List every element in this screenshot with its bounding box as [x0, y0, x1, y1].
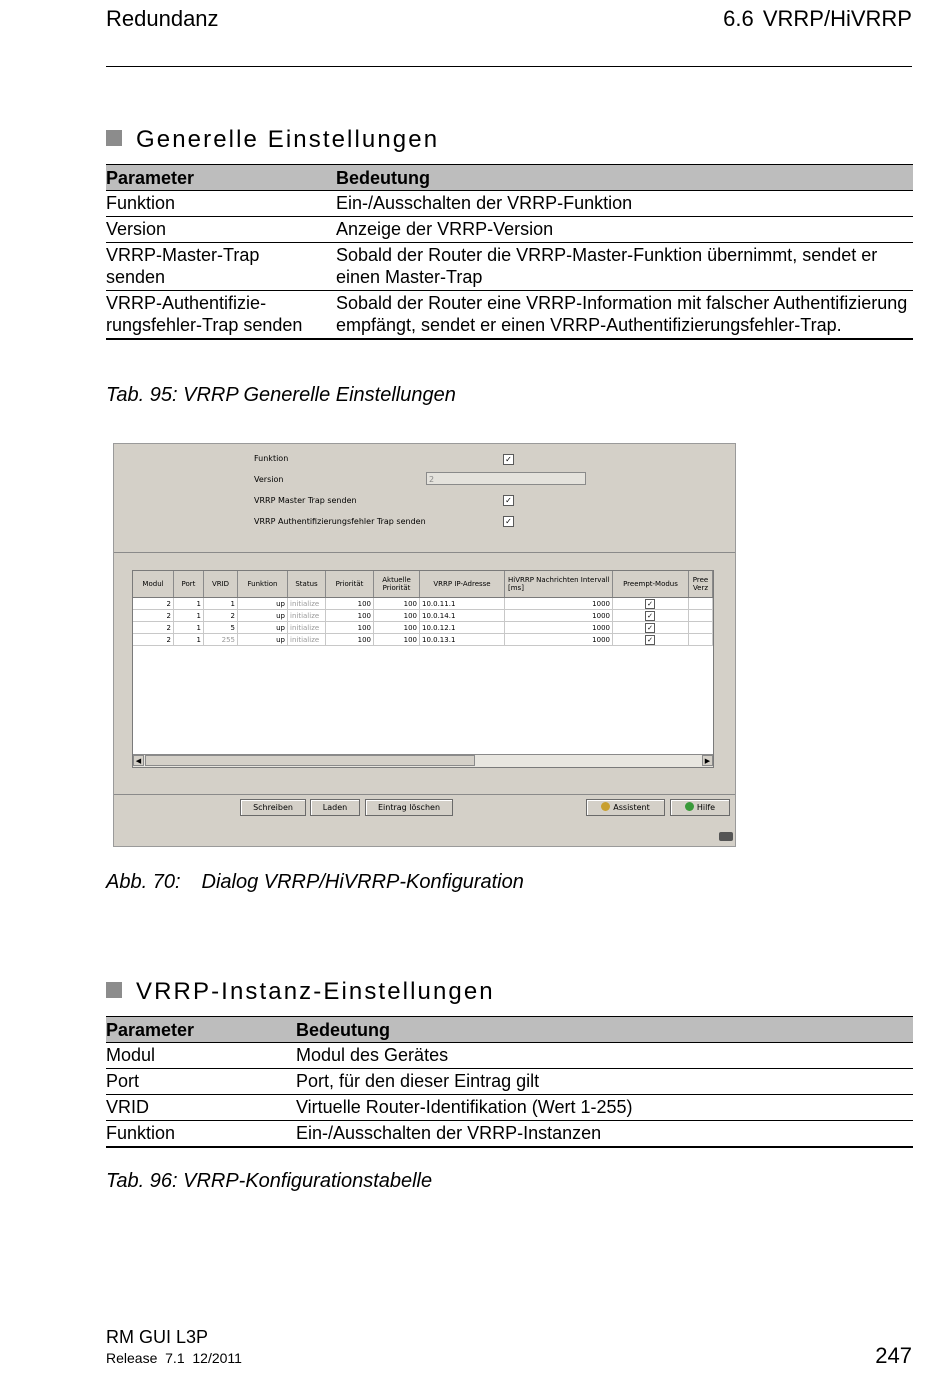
preempt-checkbox[interactable]: ✓	[645, 611, 655, 621]
scroll-right-icon[interactable]: ▶	[702, 755, 713, 766]
cell-status: initialize	[288, 622, 326, 634]
section-heading-general	[106, 126, 439, 154]
figure-caption-text: Dialog VRRP/HiVRRP-Konfiguration	[201, 871, 524, 893]
cell-current-priority: 100	[374, 610, 420, 622]
preempt-checkbox[interactable]: ✓	[645, 599, 655, 609]
meaning-cell: Port, für den dieser Eintrag gilt	[296, 1069, 913, 1095]
master-trap-checkbox[interactable]: ✓	[503, 495, 514, 506]
preempt-checkbox[interactable]: ✓	[645, 623, 655, 633]
cell-vrrp-ip[interactable]: 10.0.14.1	[420, 610, 505, 622]
param-cell: Funktion	[106, 1121, 296, 1148]
table-row	[106, 191, 913, 217]
header-port[interactable]: Port	[174, 571, 204, 597]
column-header-meaning: Bedeutung	[336, 165, 913, 191]
scroll-left-icon[interactable]: ◀	[133, 755, 144, 766]
header-current-priority[interactable]: Aktuelle Priorität	[374, 571, 420, 597]
param-cell: VRRP-Authentifizie-rungsfehler-Trap senden	[106, 291, 336, 340]
label-version: Version	[254, 475, 284, 484]
cell-vrrp-ip[interactable]: 10.0.13.1	[420, 634, 505, 646]
cell-preempt-delay	[689, 598, 713, 610]
square-bullet-icon	[106, 130, 122, 146]
column-header-meaning: Bedeutung	[296, 1017, 913, 1043]
cell-status: initialize	[288, 610, 326, 622]
cell-priority[interactable]: 100	[326, 634, 374, 646]
header-priority[interactable]: Priorität	[326, 571, 374, 597]
header-vrrp-ip[interactable]: VRRP IP-Adresse	[420, 571, 505, 597]
header-funktion[interactable]: Funktion	[238, 571, 288, 597]
cell-modul: 2	[133, 622, 174, 634]
footer-product: RM GUI L3P	[106, 1327, 209, 1347]
table-header-row	[106, 165, 913, 191]
general-settings-table	[106, 164, 913, 340]
cell-funktion[interactable]: up	[238, 610, 288, 622]
footer-release: Release 7.1 12/2011	[106, 1350, 242, 1366]
param-cell: Modul	[106, 1043, 296, 1069]
column-header-parameter: Parameter	[106, 1017, 296, 1043]
general-settings-panel	[114, 444, 735, 553]
cell-hivrrp-interval[interactable]: 1000	[505, 622, 613, 634]
cell-current-priority: 100	[374, 598, 420, 610]
meaning-cell: Virtuelle Router-Identifikation (Wert 1-255)	[296, 1095, 913, 1121]
cell-funktion[interactable]: up	[238, 598, 288, 610]
column-header-parameter: Parameter	[106, 165, 336, 191]
auth-trap-checkbox[interactable]: ✓	[503, 516, 514, 527]
cell-vrid: 1	[204, 598, 238, 610]
table-row[interactable]	[133, 610, 713, 622]
function-checkbox[interactable]: ✓	[503, 454, 514, 465]
param-cell: Version	[106, 217, 336, 243]
cell-preempt-mode[interactable]	[613, 634, 689, 646]
meaning-cell: Modul des Gerätes	[296, 1043, 913, 1069]
cell-priority[interactable]: 100	[326, 598, 374, 610]
table-row	[106, 1095, 913, 1121]
table-header-row	[106, 1017, 913, 1043]
meaning-cell: Sobald der Router eine VRRP-Information mit falscher Authentifizierung empfängt, sendet er einen VRRP-Authentifizierungsfehler-Trap.	[336, 291, 913, 340]
table-row[interactable]	[133, 598, 713, 610]
cell-preempt-delay	[689, 622, 713, 634]
instance-table-panel	[114, 553, 735, 793]
cell-hivrrp-interval[interactable]: 1000	[505, 634, 613, 646]
vrrp-instance-table	[132, 570, 714, 768]
running-header-chapter: Redundanz	[106, 6, 219, 31]
cell-vrrp-ip[interactable]: 10.0.11.1	[420, 598, 505, 610]
figure-caption-70	[106, 871, 524, 894]
table-caption-95: Tab. 95: VRRP Generelle Einstellungen	[106, 384, 456, 406]
cell-preempt-mode[interactable]	[613, 610, 689, 622]
preempt-checkbox[interactable]: ✓	[645, 635, 655, 645]
table-row	[106, 291, 913, 340]
cell-current-priority: 100	[374, 634, 420, 646]
cell-vrid: 255	[204, 634, 238, 646]
dialog-button-bar	[114, 794, 735, 847]
connection-status-icon	[719, 832, 733, 841]
cell-vrid: 2	[204, 610, 238, 622]
cell-priority[interactable]: 100	[326, 610, 374, 622]
cell-modul: 2	[133, 598, 174, 610]
instance-settings-table	[106, 1016, 913, 1148]
section-title: VRRP-Instanz-Einstellungen	[136, 978, 495, 1005]
cell-hivrrp-interval[interactable]: 1000	[505, 598, 613, 610]
help-icon	[685, 802, 694, 811]
header-vrid[interactable]: VRID	[204, 571, 238, 597]
wizard-label: Assistent	[613, 803, 650, 812]
cell-port: 1	[174, 598, 204, 610]
param-cell: Port	[106, 1069, 296, 1095]
scroll-thumb[interactable]	[145, 755, 475, 766]
table-row	[106, 1069, 913, 1095]
instance-table-header	[133, 571, 713, 598]
param-cell: VRID	[106, 1095, 296, 1121]
load-button[interactable]: Laden	[310, 799, 360, 816]
cell-port: 1	[174, 622, 204, 634]
cell-modul: 2	[133, 610, 174, 622]
page-number: 247	[875, 1343, 912, 1368]
param-cell: VRRP-Master-Trap senden	[106, 243, 336, 291]
cell-priority[interactable]: 100	[326, 622, 374, 634]
help-button[interactable]	[670, 799, 730, 816]
header-modul[interactable]: Modul	[133, 571, 174, 597]
cell-hivrrp-interval[interactable]: 1000	[505, 610, 613, 622]
running-header-section: 6.6 VRRP/HiVRRP	[723, 6, 912, 31]
table-row	[106, 217, 913, 243]
cell-preempt-mode[interactable]	[613, 598, 689, 610]
version-field: 2	[426, 472, 586, 485]
wizard-button[interactable]	[586, 799, 665, 816]
meaning-cell: Ein-/Ausschalten der VRRP-Funktion	[336, 191, 913, 217]
table-row	[106, 1043, 913, 1069]
square-bullet-icon	[106, 982, 122, 998]
table-row	[106, 1121, 913, 1148]
cell-preempt-delay	[689, 610, 713, 622]
label-auth-trap: VRRP Authentifizierungsfehler Trap senden	[254, 517, 426, 526]
cell-status: initialize	[288, 598, 326, 610]
header-rule	[106, 66, 912, 67]
horizontal-scrollbar[interactable]	[133, 754, 713, 767]
cell-port: 1	[174, 634, 204, 646]
table-row	[106, 243, 913, 291]
section-heading-instance	[106, 978, 495, 1006]
header-hivrrp-interval[interactable]: HiVRRP Nachrichten Intervall [ms]	[505, 571, 613, 597]
table-row[interactable]	[133, 622, 713, 634]
table-caption-96: Tab. 96: VRRP-Konfigurationstabelle	[106, 1170, 433, 1192]
meaning-cell: Ein-/Ausschalten der VRRP-Instanzen	[296, 1121, 913, 1148]
cell-funktion[interactable]: up	[238, 622, 288, 634]
header-status[interactable]: Status	[288, 571, 326, 597]
header-preempt-delay[interactable]: Pree Verz	[689, 571, 713, 597]
label-master-trap: VRRP Master Trap senden	[254, 496, 357, 505]
write-button[interactable]: Schreiben	[240, 799, 306, 816]
section-title: Generelle Einstellungen	[136, 126, 440, 153]
delete-entry-button[interactable]: Eintrag löschen	[365, 799, 453, 816]
figure-caption-label: Abb. 70:	[106, 871, 181, 893]
cell-port: 1	[174, 610, 204, 622]
wizard-icon	[601, 802, 610, 811]
cell-current-priority: 100	[374, 622, 420, 634]
vrrp-dialog-screenshot	[113, 443, 736, 847]
cell-preempt-delay	[689, 634, 713, 646]
param-cell: Funktion	[106, 191, 336, 217]
cell-modul: 2	[133, 634, 174, 646]
cell-preempt-mode[interactable]	[613, 622, 689, 634]
table-row[interactable]	[133, 634, 713, 646]
cell-funktion[interactable]: up	[238, 634, 288, 646]
cell-status: initialize	[288, 634, 326, 646]
meaning-cell: Sobald der Router die VRRP-Master-Funktion übernimmt, sendet er einen Master-Trap	[336, 243, 913, 291]
cell-vrrp-ip[interactable]: 10.0.12.1	[420, 622, 505, 634]
cell-vrid: 5	[204, 622, 238, 634]
help-label: Hilfe	[696, 803, 716, 812]
label-function: Funktion	[254, 454, 289, 463]
header-preempt-mode[interactable]: Preempt-Modus	[613, 571, 689, 597]
meaning-cell: Anzeige der VRRP-Version	[336, 217, 913, 243]
